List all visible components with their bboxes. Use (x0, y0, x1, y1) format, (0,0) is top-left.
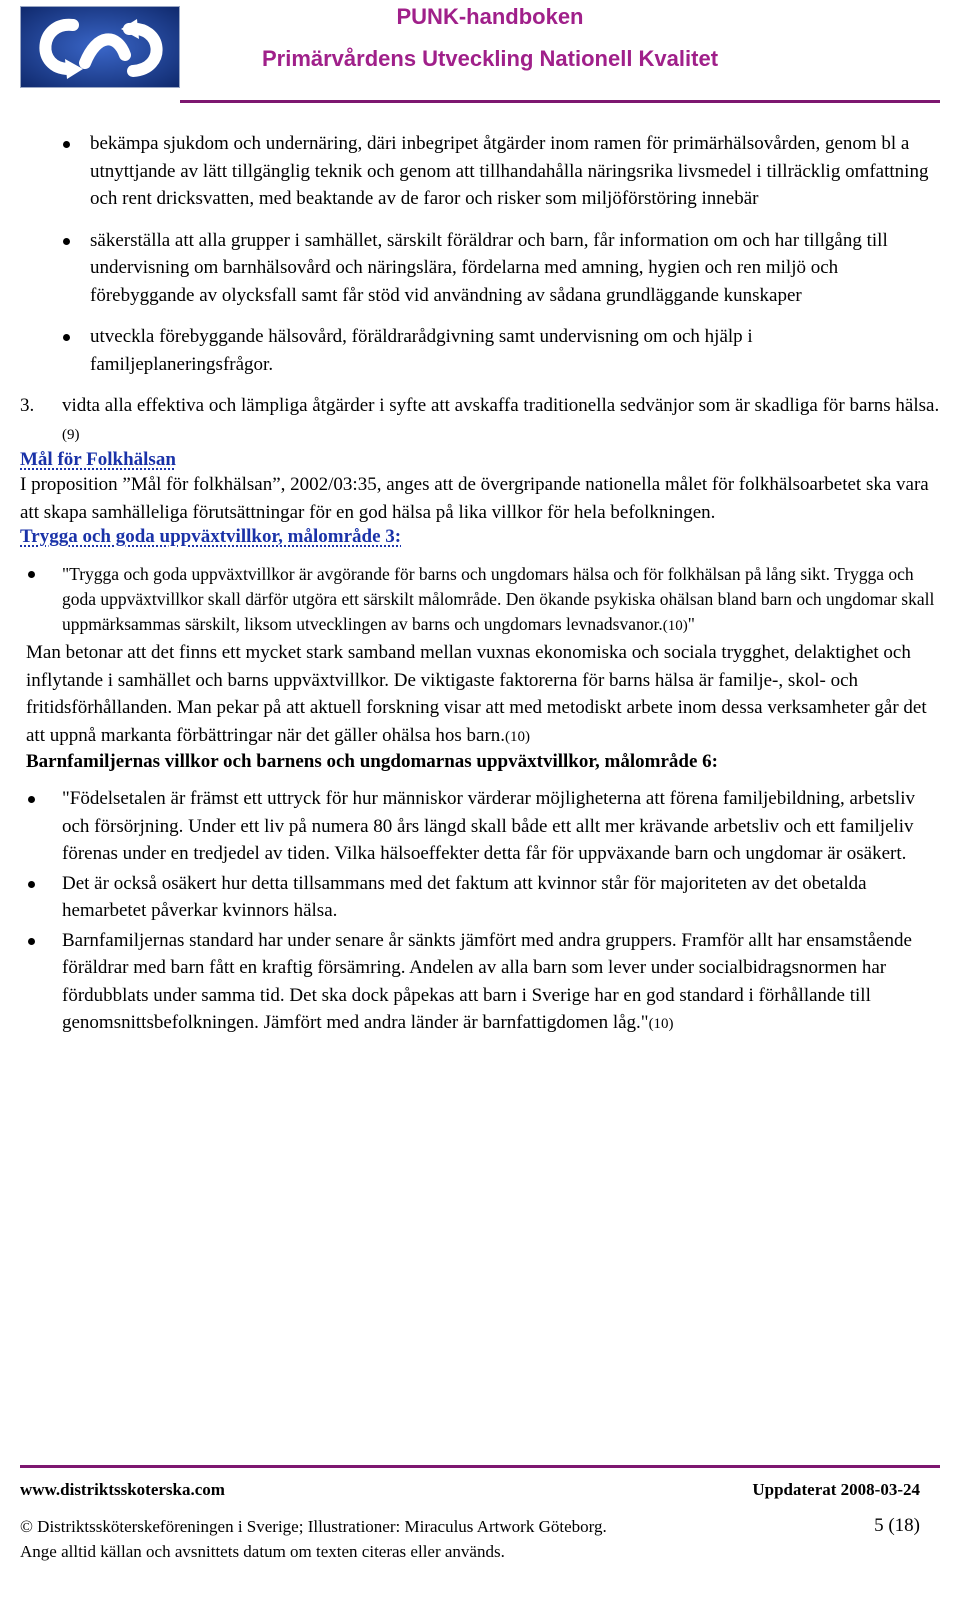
list-item (62, 927, 940, 1039)
item-text: vidta alla effektiva och lämpliga åtgärder i syfte att avskaffa traditionella sedvänjor som är skadliga för barns hälsa. (62, 395, 940, 416)
list-item: utveckla förebyggande hälsovård, föräldrarådgivning samt undervisning om och hjälp i familjeplaneringsfrågor. (90, 323, 940, 378)
page-header (0, 0, 960, 110)
footer-copyright: © Distriktssköterskeföreningen i Sverige; Illustrationer: Miraculus Artwork Göteborg. (20, 1517, 607, 1536)
footer-updated-date: Uppdaterat 2008-03-24 (752, 1480, 920, 1499)
list-item: "Födelsetalen är främst ett uttryck för hur människor värderar möjligheterna att förena familjebildning, arbetsliv och försörjning. Under ett liv på numera 80 års längd skall både ett allt mer krävande arbetsliv och ett familjeliv förenas under en tredjedel av tiden. Vilka hälsoeffekter detta får för uppväxande barn och ungdomar är osäkert. (62, 785, 940, 868)
reference: (10) (662, 618, 688, 634)
header-title: PUNK-handboken (396, 4, 584, 29)
list-item: bekämpa sjukdom och undernäring, däri inbegripet åtgärder inom ramen för primärhälsovården, genom bl a utnyttjande av lätt tillgänglig teknik och genom att tillhandahålla näringsrika livsmedel i tillräcklig omfattning och rent dricksvatten, med beaktande av de faror och risker som miljöförstöring innebär (90, 130, 940, 213)
intro-bullet-list (20, 130, 940, 378)
header-subtitle: Primärvårdens Utveckling Nationell Kvalitet (261, 46, 719, 71)
list-item: Det är också osäkert hur detta tillsammans med det faktum att kvinnor står för majoriteten av det obetalda hemarbetet påverkar kvinnors hälsa. (62, 870, 940, 925)
heading-mal-for-folkhalsan[interactable]: Mål för Folkhälsan (20, 449, 176, 470)
footer-url-link[interactable]: www.distriktsskoterska.com (20, 1480, 225, 1499)
numbered-item (20, 392, 940, 449)
main-content (20, 130, 940, 1041)
header-divider (180, 100, 940, 103)
list-item (62, 562, 940, 639)
trygga-paragraph (20, 639, 940, 751)
item-text: Barnfamiljernas standard har under senare år sänkts jämfört med andra gruppers. Framför allt har ensamstående föräldrar med barn fått en kraftig försämring. Andelen av alla barn som lever under socialbidragsnormen har fördubblats under samma tid. Det ska dock påpekas att barn i Sverige har en god standard i förhållande till genomsnittsbefolkningen. Jämfört med andra länder är barnfattigdomen låg." (62, 929, 912, 1033)
quote-text: "Trygga och goda uppväxtvillkor är avgörande för barns och ungdomars hälsa och för folkhälsan på lång sikt. Trygga och goda uppväxtvillkor skall därför utgöra ett särskilt målområde. Den ökande psykiska ohälsan bland barn och ungdomar skall uppmärksammas särskilt, liksom utvecklingen av barns och ungdomars levnadsvanor. (62, 564, 935, 634)
item-number: 3. (20, 395, 35, 416)
barnfamiljer-bullet-list (20, 785, 940, 1039)
reference: (10) (505, 728, 531, 745)
reference: (10) (648, 1016, 674, 1032)
punk-logo-icon (20, 6, 180, 88)
list-item: säkerställa att alla grupper i samhället, särskilt föräldrar och barn, får information om och har tillgång till undervisning om barnhälsovård och näringslära, fördelarna med amning, hygien och ren miljö och förebyggande av olycksfall samt får stöd vid användning av sådana grundläggande kunskaper (90, 227, 940, 310)
heading-barnfamiljernas-villkor: Barnfamiljernas villkor och barnens och ungdomarnas uppväxtvillkor, målområde 6: (26, 751, 718, 772)
page-number: 5 (18) (874, 1515, 920, 1536)
trygga-quote-list (20, 562, 940, 639)
paragraph-text: Man betonar att det finns ett mycket stark samband mellan vuxnas ekonomiska och sociala trygghet, delaktighet och inflytande i samhället och barns uppväxtvillkor. De viktigaste faktorerna för barns hälsa är familje-, skol- och fritidsförhållanden. Man pekar på att aktuell forskning visar att med metodiskt arbete inom dessa verksamheter går det att uppnå markanta förbättringar när det gäller ohälsa hos barn. (26, 642, 927, 746)
heading-trygga-uppvaxtvillkor[interactable]: Trygga och goda uppväxtvillkor, målområde 3: (20, 526, 402, 547)
footer-citation-note: Ange alltid källan och avsnittets datum om texten citeras eller används. (20, 1542, 505, 1561)
reference: (9) (62, 426, 80, 443)
footer-divider (20, 1465, 940, 1468)
quote-end: " (687, 614, 695, 634)
folkhalsan-paragraph: I proposition ”Mål för folkhälsan”, 2002/03:35, anges att de övergripande nationella målet för folkhälsoarbetet ska vara att skapa samhälleliga förutsättningar för en god hälsa på lika villkor för hela befolkningen. (20, 474, 929, 523)
